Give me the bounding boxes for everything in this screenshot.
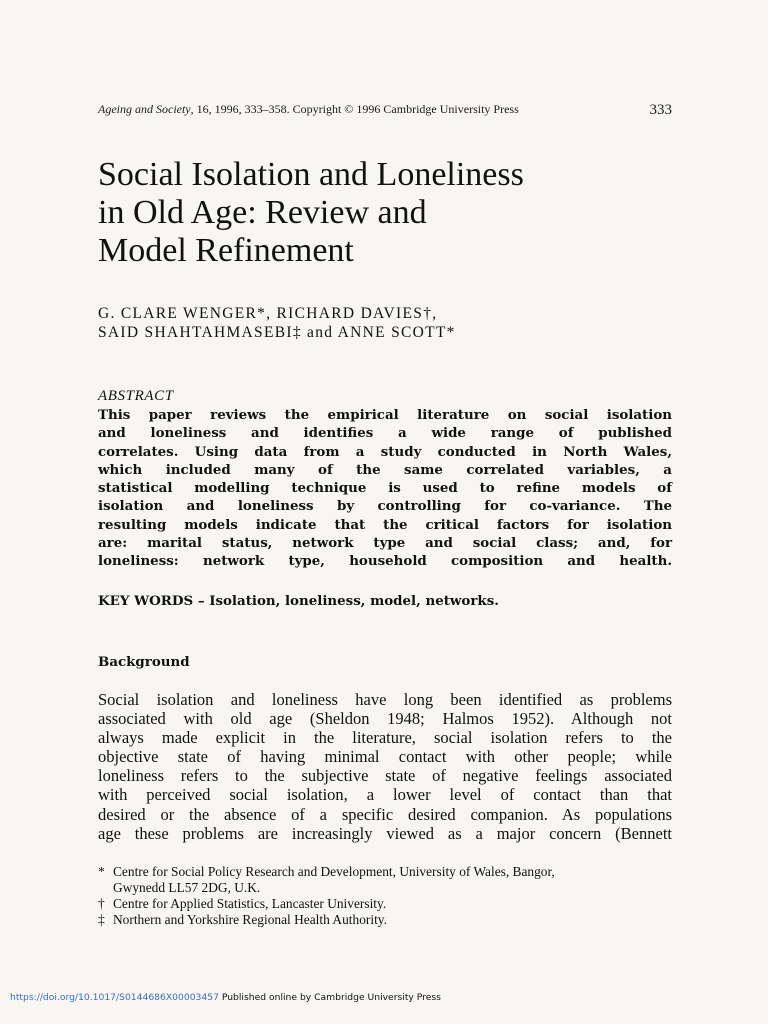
journal-name: Ageing and Society [98, 102, 191, 116]
keywords: KEY WORDS – Isolation, loneliness, model, networks. [98, 593, 499, 609]
footnote-line: Centre for Applied Statistics, Lancaster University. [113, 896, 387, 911]
publication-footer [10, 992, 441, 1003]
footnote-line: Northern and Yorkshire Regional Health Authority. [113, 912, 387, 927]
footnote-text [113, 912, 387, 928]
footnote-text [113, 896, 386, 912]
body-line: Social isolation and loneliness have long been identified as problems [98, 690, 672, 709]
title-line: Model Refinement [98, 232, 354, 269]
abstract-line: loneliness: network type, household composition and health. [98, 553, 672, 570]
footnote [98, 864, 672, 896]
body-line: objective state of having minimal contact with other people; while [98, 747, 672, 767]
abstract-line: and loneliness and identifies a wide range of published [98, 425, 672, 442]
abstract-line: correlates. Using data from a study conducted in North Wales, [98, 443, 672, 460]
body-paragraph [98, 690, 672, 843]
abstract-line: statistical modelling technique is used to refine models of [98, 480, 672, 497]
footnote [98, 912, 672, 928]
author-line: G. CLARE WENGER*, RICHARD DAVIES†, [98, 305, 438, 322]
abstract-line: This paper reviews the empirical literature on social isolation [98, 407, 672, 423]
abstract-body [98, 406, 672, 571]
body-line: associated with old age (Sheldon 1948; Halmos 1952). Although not [98, 709, 672, 729]
footnote [98, 896, 672, 912]
running-head [98, 101, 672, 117]
body-line: desired or the absence of a specific desired companion. As populations [98, 804, 672, 824]
title-line: Social Isolation and Loneliness [98, 156, 524, 193]
article-title [98, 156, 698, 270]
title-line: in Old Age: Review and [98, 194, 427, 231]
citation-details: , 16, 1996, 333–358. Copyright © 1996 Cambridge University Press [190, 102, 519, 116]
doi-link[interactable]: https://doi.org/10.1017/S0144686X00003457 [10, 992, 219, 1003]
body-line: loneliness refers to the subjective state of negative feelings associated [98, 766, 672, 786]
abstract-line: resulting models indicate that the critical factors for isolation [98, 516, 672, 533]
abstract-heading: ABSTRACT [98, 388, 174, 404]
body-line: with perceived social isolation, a lower level of contact than that [98, 785, 672, 805]
footnote-line: Centre for Social Policy Research and Development, University of Wales, Bangor, [113, 864, 555, 879]
footnote-text [113, 864, 555, 896]
author-line: SAID SHAHTAHMASEBI‡ and ANNE SCOTT* [98, 324, 456, 341]
body-line: age these problems are increasingly viewed as a major concern (Bennett [98, 823, 672, 843]
author-list [98, 304, 698, 342]
body-line: always made explicit in the literature, social isolation refers to the [98, 728, 672, 748]
footnote-line: Gwynedd LL57 2DG, U.K. [113, 880, 261, 895]
published-online-text: Published online by Cambridge University Press [218, 992, 441, 1003]
footnote-mark: ‡ [98, 912, 105, 927]
footnote-mark: * [98, 864, 105, 879]
footnotes [98, 864, 672, 928]
page-number: 333 [649, 102, 672, 118]
footnote-mark: † [98, 896, 105, 911]
section-heading: Background [98, 654, 190, 670]
abstract-line: which included many of the same correlated variables, a [98, 461, 672, 478]
abstract-line: isolation and loneliness by controlling for co-variance. The [98, 498, 672, 515]
abstract-line: are: marital status, network type and social class; and, for [98, 535, 672, 552]
